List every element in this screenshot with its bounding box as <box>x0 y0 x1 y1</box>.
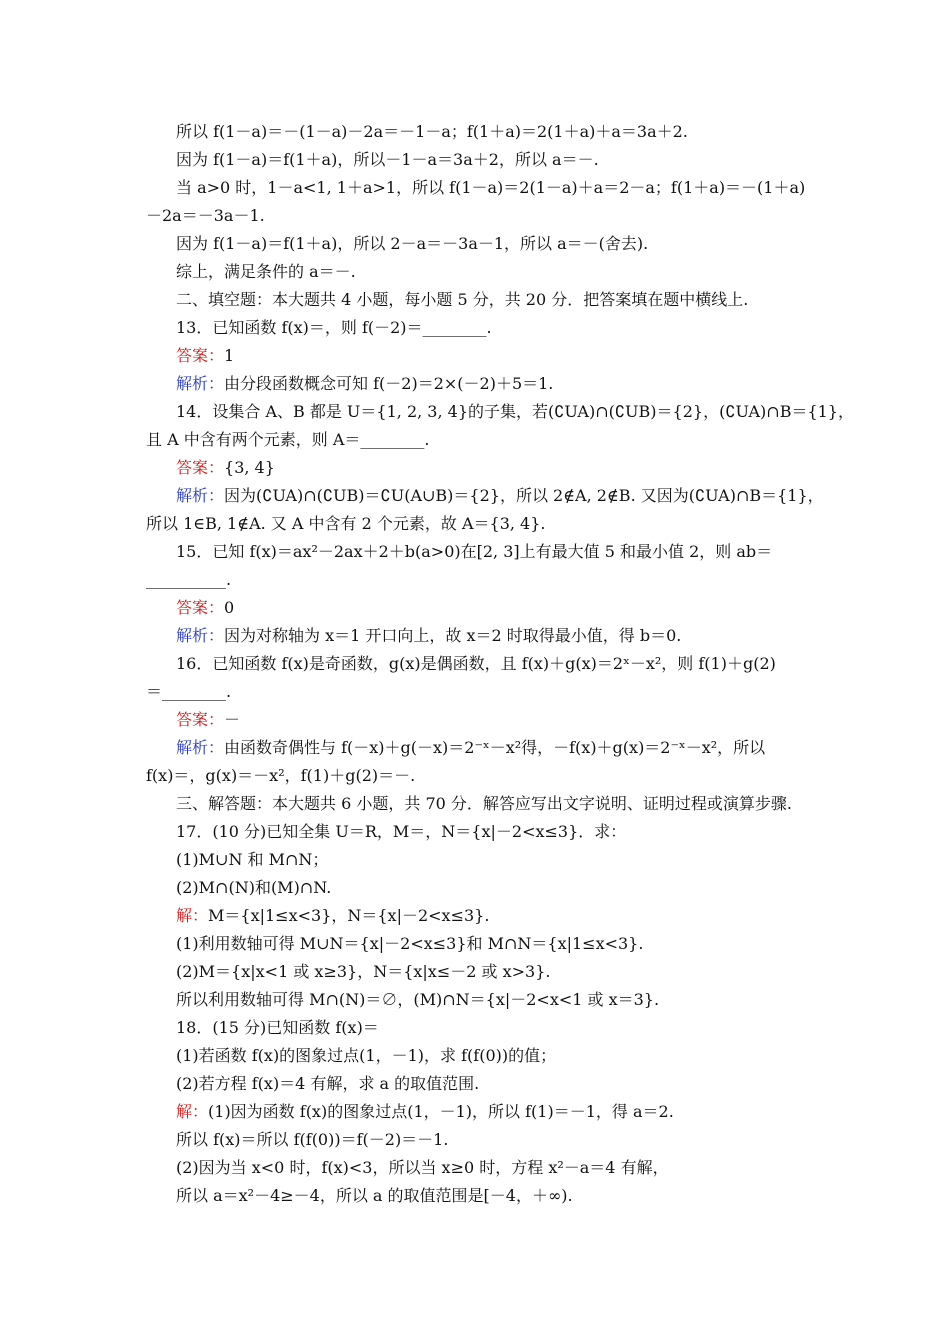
line-text: 因为 f(1－a)＝f(1＋a)，所以－1－a＝3a＋2，所以 a＝－. <box>176 150 599 169</box>
text-line <box>176 960 550 984</box>
text-line <box>146 568 231 592</box>
line-text: 15．已知 f(x)＝ax²－2ax＋2＋b(a>0)在[2, 3]上有最大值 5 和最小值 2，则 ab＝ <box>176 542 773 561</box>
line-text: 且 A 中含有两个元素，则 A＝________. <box>146 430 430 449</box>
line-text: (1)因为函数 f(x)的图象过点(1，－1)，所以 f(1)＝－1，得 a＝2. <box>208 1102 674 1121</box>
line-text: 因为 f(1－a)＝f(1＋a)，所以 2－a＝－3a－1，所以 a＝－(舍去). <box>176 234 649 253</box>
line-text: f(x)＝，g(x)＝－x²，f(1)＋g(2)＝－. <box>146 766 416 785</box>
line-text: (1)若函数 f(x)的图象过点(1，－1)，求 f(f(0))的值； <box>176 1046 557 1065</box>
line-text: ＝________. <box>146 682 232 701</box>
analysis-label: 解析： <box>176 626 225 645</box>
question-line <box>176 1016 379 1040</box>
answer-label: 答案： <box>176 458 225 477</box>
text-line <box>176 848 328 872</box>
question-line <box>176 400 854 424</box>
line-text: － <box>224 710 241 729</box>
text-line <box>176 1072 479 1096</box>
line-text: 当 a>0 时，1－a<1, 1＋a>1，所以 f(1－a)＝2(1－a)＋a＝2－a；f(1＋a)＝－(1＋a) <box>176 178 806 197</box>
line-text: {3, 4} <box>224 458 275 477</box>
text-line <box>176 148 599 172</box>
text-line <box>176 1156 669 1180</box>
question-line <box>176 820 626 844</box>
line-text: (1)M∪N 和 M∩N； <box>176 850 329 869</box>
question-line <box>176 316 492 340</box>
line-text: 所以 a＝x²－4≥－4，所以 a 的取值范围是[－4，＋∞). <box>176 1186 573 1205</box>
analysis-line <box>176 736 765 760</box>
line-text: －2a＝－3a－1. <box>146 206 265 225</box>
line-text: 因为对称轴为 x＝1 开口向上，故 x＝2 时取得最小值，得 b＝0. <box>224 626 682 645</box>
line-text: 14．设集合 A、B 都是 U＝{1, 2, 3, 4}的子集，若(∁UA)∩(∁UB)＝{2}，(∁UA)∩B＝{1}， <box>176 402 854 421</box>
answer-line <box>176 456 275 480</box>
question-line <box>176 540 772 564</box>
line-text: (2)因为当 x<0 时，f(x)<3，所以当 x≥0 时，方程 x²－a＝4 有解， <box>176 1158 669 1177</box>
line-text: 所以 f(1－a)＝－(1－a)－2a＝－1－a；f(1＋a)＝2(1＋a)＋a＝3a＋2. <box>176 122 688 141</box>
analysis-label: 解析： <box>176 738 225 757</box>
analysis-label: 解析： <box>176 374 225 393</box>
solution-line <box>176 904 489 928</box>
line-text: (2)若方程 f(x)＝4 有解，求 a 的取值范围. <box>176 1074 480 1093</box>
answer-line <box>176 344 234 368</box>
answer-label: 答案： <box>176 598 225 617</box>
line-text: M＝{x|1≤x<3}，N＝{x|－2<x≤3}. <box>208 906 490 925</box>
section-heading <box>176 288 748 312</box>
analysis-line <box>176 372 553 396</box>
text-line <box>146 680 231 704</box>
text-line <box>176 1184 573 1208</box>
line-text: 综上，满足条件的 a＝－. <box>176 262 356 281</box>
text-line <box>176 1128 448 1152</box>
solution-label: 解： <box>176 906 209 925</box>
line-text: 1 <box>224 346 235 365</box>
text-line <box>176 988 659 1012</box>
analysis-label: 解析： <box>176 486 225 505</box>
line-text: 二、填空题：本大题共 4 小题，每小题 5 分，共 20 分．把答案填在题中横线上. <box>176 290 749 309</box>
line-text: 所以利用数轴可得 M∩(N)＝∅，(M)∩N＝{x|－2<x<1 或 x＝3}. <box>176 990 660 1009</box>
answer-label: 答案： <box>176 346 225 365</box>
text-line <box>176 876 331 900</box>
text-line <box>176 260 356 284</box>
line-text: 由分段函数概念可知 f(－2)＝2×(－2)＋5＝1. <box>224 374 554 393</box>
text-line <box>146 204 265 228</box>
line-text: 17．(10 分)已知全集 U＝R，M＝，N＝{x|－2<x≤3}．求： <box>176 822 627 841</box>
line-text: 所以 f(x)＝所以 f(f(0))＝f(－2)＝－1. <box>176 1130 449 1149</box>
line-text: (2)M∩(N)和(M)∩N. <box>176 878 332 897</box>
line-text: 13．已知函数 f(x)＝，则 f(－2)＝________. <box>176 318 492 337</box>
text-line <box>176 1044 556 1068</box>
line-text: 因为(∁UA)∩(∁UB)＝∁U(A∪B)＝{2}，所以 2∉A, 2∉B. 又因为(∁UA)∩B＝{1}， <box>224 486 824 505</box>
line-text: 所以 1∈B, 1∉A. 又 A 中含有 2 个元素，故 A＝{3, 4}. <box>146 514 546 533</box>
text-line <box>146 512 546 536</box>
answer-label: 答案： <box>176 710 225 729</box>
line-text: 由函数奇偶性与 f(－x)＋g(－x)＝2⁻ˣ－x²得，－f(x)＋g(x)＝2⁻ˣ－x²，所以 <box>224 738 766 757</box>
text-line <box>146 428 429 452</box>
text-line <box>176 176 805 200</box>
analysis-line <box>176 624 681 648</box>
answer-line <box>176 596 234 620</box>
text-line <box>176 120 688 144</box>
analysis-line <box>176 484 824 508</box>
line-text: 三、解答题：本大题共 6 小题，共 70 分．解答应写出文字说明、证明过程或演算步骤. <box>176 794 792 813</box>
solution-line <box>176 1100 674 1124</box>
line-text: __________. <box>146 570 232 589</box>
text-line <box>176 932 643 956</box>
line-text: (1)利用数轴可得 M∪N＝{x|－2<x≤3}和 M∩N＝{x|1≤x<3}. <box>176 934 644 953</box>
answer-line <box>176 708 240 732</box>
text-line <box>176 232 648 256</box>
solution-label: 解： <box>176 1102 209 1121</box>
line-text: (2)M＝{x|x<1 或 x≥3}，N＝{x|x≤－2 或 x>3}. <box>176 962 551 981</box>
line-text: 16．已知函数 f(x)是奇函数，g(x)是偶函数，且 f(x)＋g(x)＝2ˣ－x²，则 f(1)＋g(2) <box>176 654 776 673</box>
line-text: 18．(15 分)已知函数 f(x)＝ <box>176 1018 379 1037</box>
section-heading <box>176 792 792 816</box>
line-text: 0 <box>224 598 235 617</box>
text-line <box>146 764 415 788</box>
question-line <box>176 652 776 676</box>
